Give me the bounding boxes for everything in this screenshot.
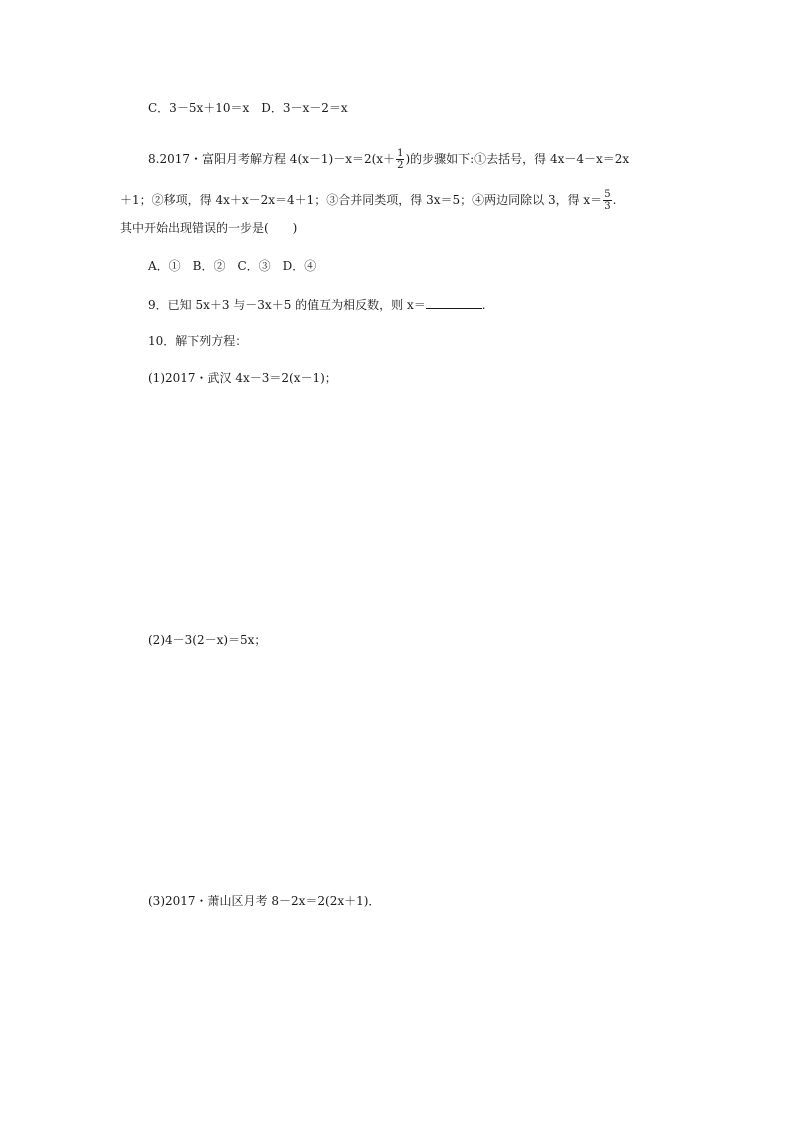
question-9 [148,296,486,313]
answer-blank[interactable] [426,296,482,309]
question-8-prefix: 8.2017・富阳月考解方程 4(x－1)－x＝2(x＋ [148,152,396,166]
question-8-line-end: . [612,193,617,207]
question-10-part-3: (3)2017・萧山区月考 8－2x＝2(2x＋1)． [148,894,381,908]
fraction-one-half [396,148,404,171]
question-8-options: A．① B．② C．③ D．④ [148,259,317,273]
fraction-denominator: 2 [397,160,404,171]
question-8-line-2 [120,189,616,212]
question-9-text: 9．已知 5x＋3 与－3x＋5 的值互为相反数，则 x＝ [148,298,426,312]
fraction-five-thirds [603,189,611,212]
fraction-numerator: 1 [397,148,404,159]
question-8-steps: ＋1；②移项，得 4x＋x－2x＝4＋1；③合并同类项，得 3x＝5；④两边同除以 3，得 x＝ [120,193,603,207]
question-8-prompt: 其中开始出现错误的一步是( ) [120,221,298,235]
fraction-numerator: 5 [604,189,611,200]
question-10-part-1: (1)2017・武汉 4x－3＝2(x－1)； [148,371,337,385]
question-10-title: 10．解下列方程： [148,334,248,348]
question-8-line-1 [148,148,629,171]
question-9-end: . [481,298,486,312]
question-10-part-2: (2)4－3(2－x)＝5x； [148,633,267,647]
fraction-denominator: 3 [604,201,611,212]
question-7-options: C．3－5x＋10＝x D．3－x－2＝x [148,101,348,115]
question-8-suffix: )的步骤如下:①去括号，得 4x－4－x＝2x [405,152,630,166]
